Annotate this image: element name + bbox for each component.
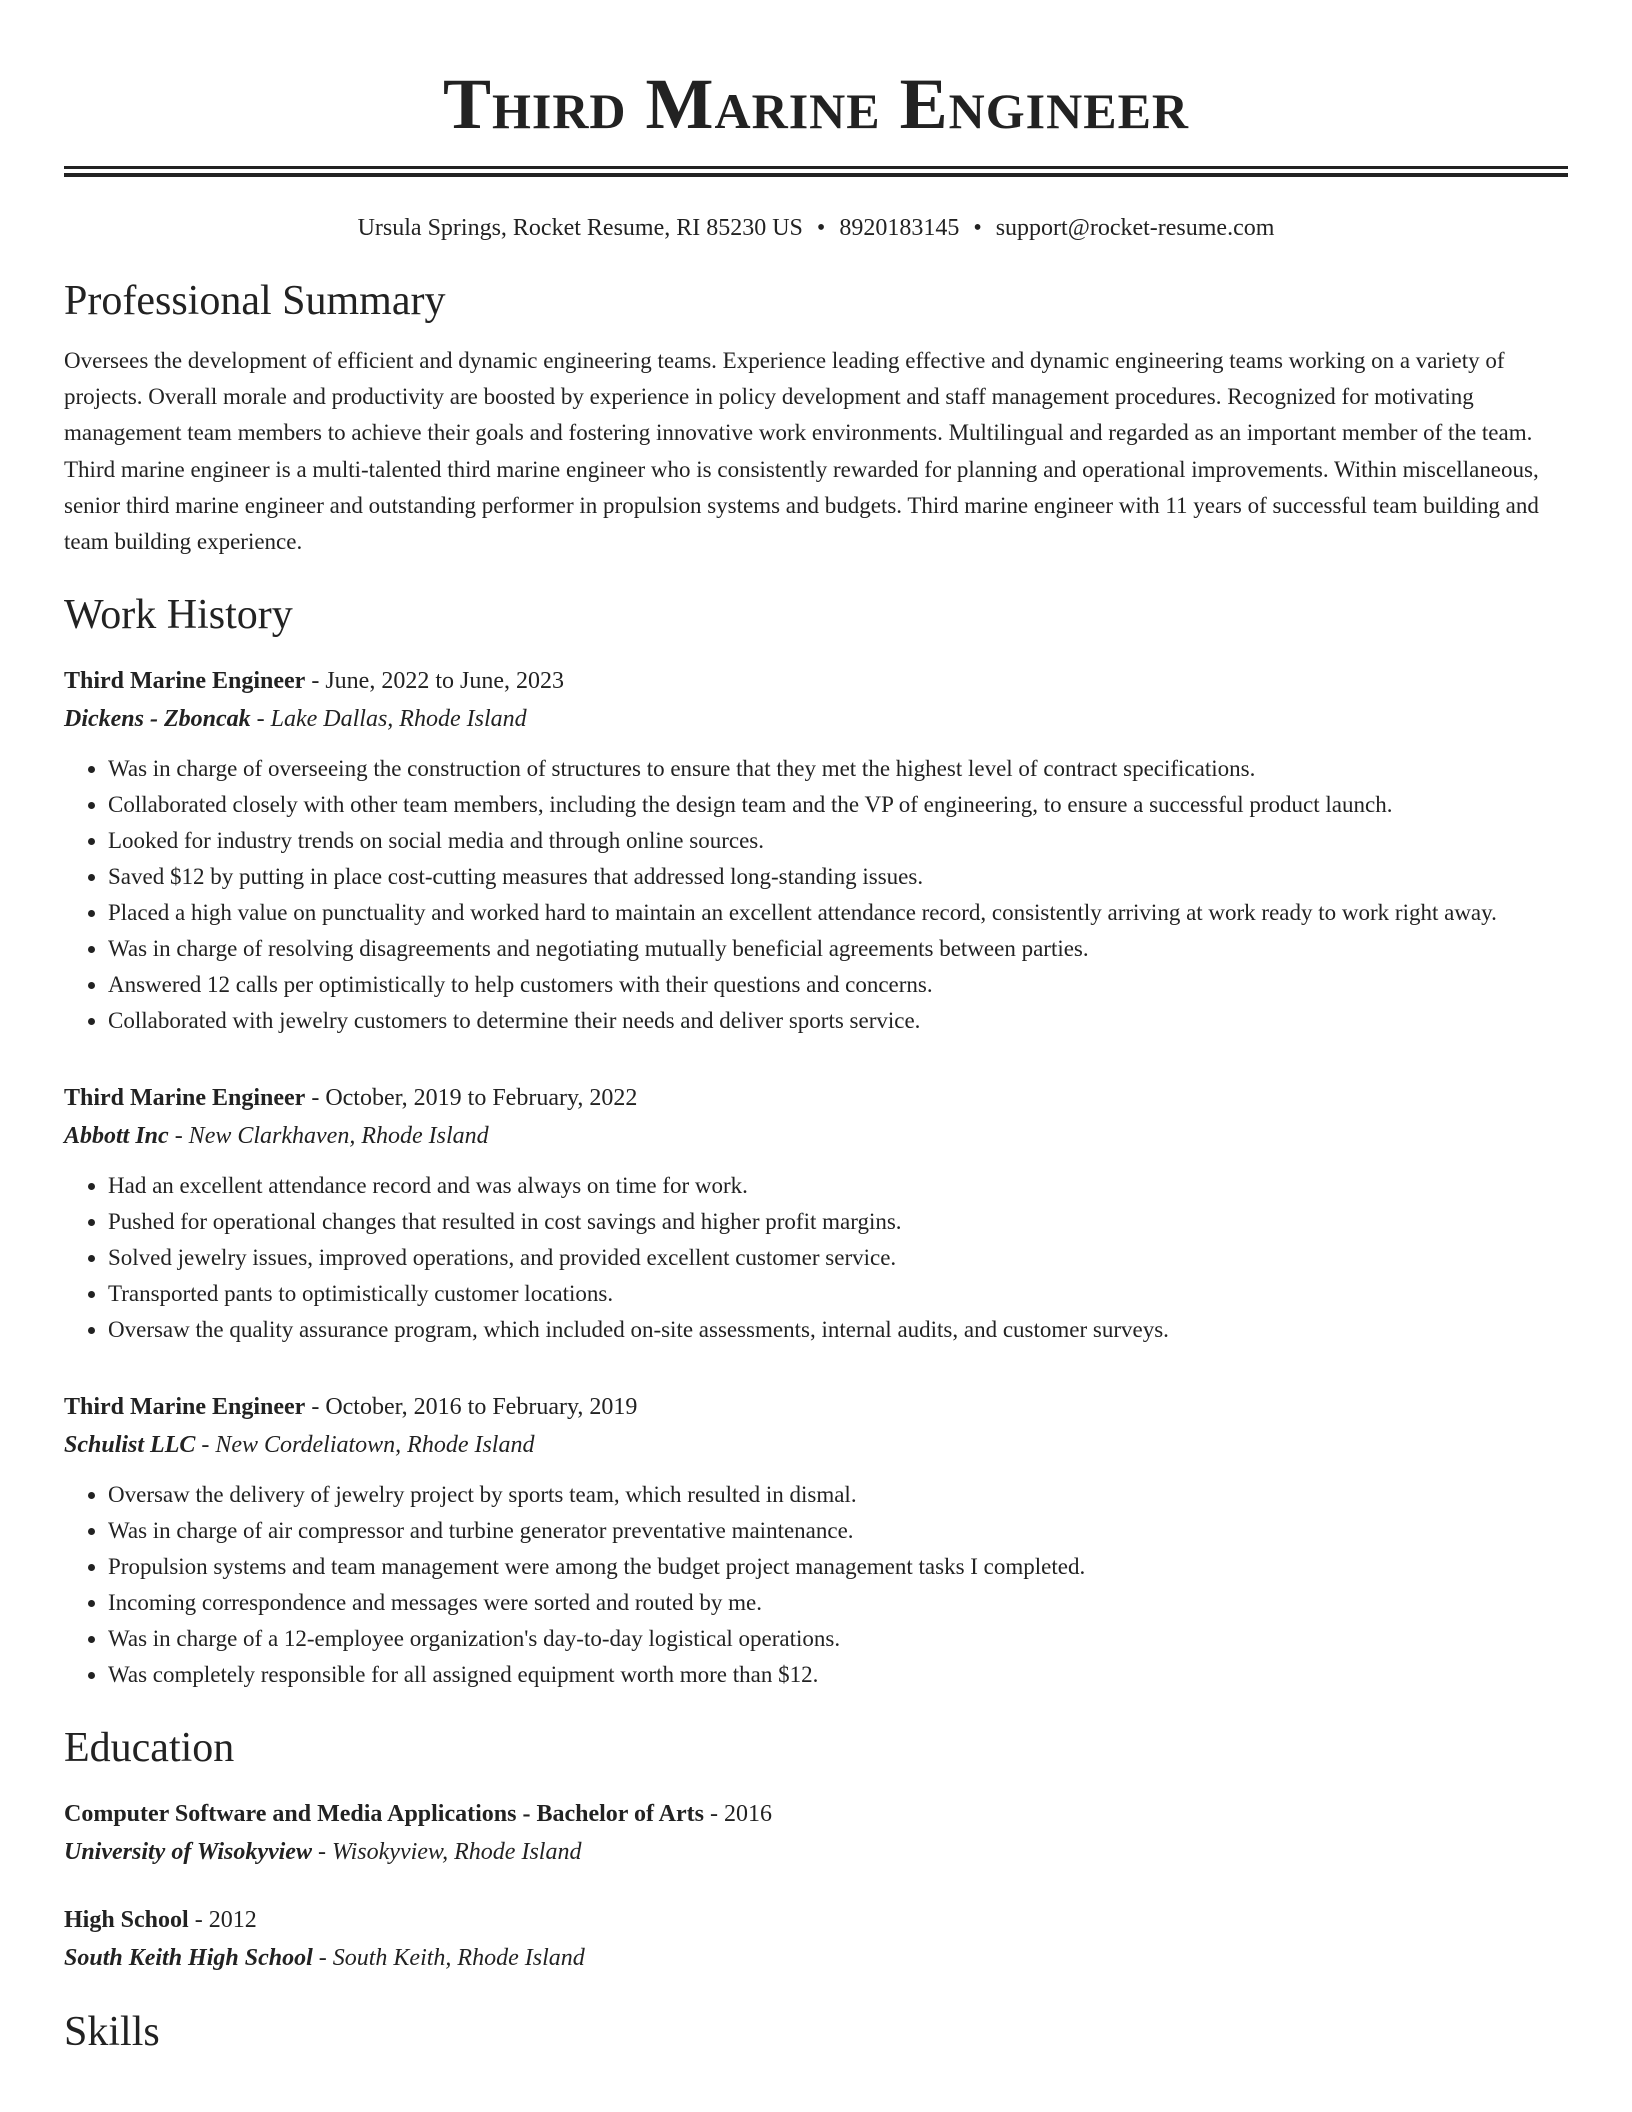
- contact-phone: 8920183145: [839, 215, 960, 241]
- job-dates: - June, 2022 to June, 2023: [305, 668, 564, 695]
- job-bullet: • Incoming correspondence and messages were sorted and routed by me.: [108, 1585, 1568, 1621]
- job-title-line: [64, 1388, 1568, 1426]
- skills-heading: Skills: [64, 2009, 160, 2056]
- job-bullet: • Oversaw the quality assurance program, which included on-site assessments, internal audits, and customer surveys.: [108, 1312, 1568, 1348]
- work-history-heading: Work History: [64, 592, 293, 639]
- job-bullet: • Was in charge of a 12-employee organization's day-to-day logistical operations.: [108, 1621, 1568, 1657]
- job-bullet: • Placed a high value on punctuality and worked hard to maintain an excellent attendance record, consistently arriving at work ready to work right away.: [108, 895, 1568, 931]
- job-title: Third Marine Engineer: [64, 1085, 306, 1112]
- education-year: - 2016: [704, 1801, 772, 1828]
- job-title: Third Marine Engineer: [64, 1394, 306, 1421]
- job-bullet: • Solved jewelry issues, improved operations, and provided excellent customer service.: [108, 1240, 1568, 1276]
- education-entry: [64, 1795, 1568, 1871]
- job-bullet: • Saved $12 by putting in place cost-cutting measures that addressed long-standing issues.: [108, 859, 1568, 895]
- contact-address: Ursula Springs, Rocket Resume, RI 85230 US: [357, 215, 803, 241]
- job-bullet: • Collaborated closely with other team members, including the design team and the VP of engineering, to ensure a successful product launch.: [108, 787, 1568, 823]
- resume-title: Third Marine Engineer: [442, 64, 1190, 144]
- job-bullet: • Was completely responsible for all assigned equipment worth more than $12.: [108, 1657, 1568, 1693]
- job-bullet: • Oversaw the delivery of jewelry project by sports team, which resulted in dismal.: [108, 1477, 1568, 1513]
- job-company-line: [64, 700, 1568, 738]
- job-bullet: • Propulsion systems and team management were among the budget project management tasks I completed.: [108, 1549, 1568, 1585]
- job-bullet: • Pushed for operational changes that resulted in cost savings and higher profit margins.: [108, 1204, 1568, 1240]
- contact-email: support@rocket-resume.com: [995, 215, 1275, 241]
- education-school: University of Wisokyview: [64, 1839, 312, 1866]
- education-location: - South Keith, Rhode Island: [312, 1945, 585, 1972]
- education-degree-line: [64, 1901, 1568, 1939]
- job-dates: - October, 2019 to February, 2022: [305, 1085, 638, 1112]
- job-bullet: • Was in charge of air compressor and turbine generator preventative maintenance.: [108, 1513, 1568, 1549]
- contact-line: [64, 212, 1568, 244]
- job-company: Abbott Inc: [64, 1123, 169, 1150]
- job-location: - New Clarkhaven, Rhode Island: [168, 1123, 489, 1150]
- education-degree: Computer Software and Media Applications - Bachelor of Arts: [64, 1801, 704, 1828]
- job-bullet: • Answered 12 calls per optimistically to help customers with their questions and concerns.: [108, 967, 1568, 1003]
- education-entry: [64, 1901, 1568, 1977]
- job-bullets: [64, 1477, 1568, 1693]
- job-bullet: • Was in charge of resolving disagreements and negotiating mutually beneficial agreements between parties.: [108, 931, 1568, 967]
- job-bullet: • Collaborated with jewelry customers to determine their needs and deliver sports service.: [108, 1003, 1568, 1039]
- education-school-line: [64, 1833, 1568, 1871]
- education-year: - 2012: [188, 1907, 257, 1934]
- job-bullet: • Was in charge of overseeing the construction of structures to ensure that they met the highest level of contract specifications.: [108, 751, 1568, 787]
- job-bullets: [64, 751, 1568, 1039]
- education-degree-line: [64, 1795, 1568, 1833]
- resume-page: [64, 0, 1568, 2057]
- job-entry: [64, 662, 1568, 1039]
- job-entry: [64, 1388, 1568, 1693]
- job-title-line: [64, 662, 1568, 700]
- job-company-line: [64, 1426, 1568, 1464]
- summary-heading: Professional Summary: [64, 278, 446, 324]
- title-divider: [64, 166, 1568, 177]
- education-school-line: [64, 1939, 1568, 1977]
- job-company-line: [64, 1117, 1568, 1155]
- job-bullet: • Looked for industry trends on social media and through online sources.: [108, 823, 1568, 859]
- job-company: Schulist LLC: [64, 1432, 196, 1459]
- job-dates: - October, 2016 to February, 2019: [305, 1394, 638, 1421]
- education-degree: High School: [64, 1907, 189, 1934]
- job-bullet: • Transported pants to optimistically customer locations.: [108, 1276, 1568, 1312]
- job-bullets: [64, 1168, 1568, 1348]
- job-title: Third Marine Engineer: [64, 668, 306, 695]
- job-bullet: • Had an excellent attendance record and was always on time for work.: [108, 1168, 1568, 1204]
- contact-separator: •: [816, 215, 826, 241]
- job-title-line: [64, 1079, 1568, 1117]
- job-location: - Lake Dallas, Rhode Island: [250, 706, 527, 733]
- job-company: Dickens - Zboncak: [64, 706, 251, 733]
- contact-separator: •: [973, 215, 982, 241]
- education-heading: Education: [64, 1725, 235, 1772]
- summary-text: Oversees the development of efficient and dynamic engineering teams. Experience leading effective and dynamic engineering teams working on a variety of projects. Overall morale and productivity are boosted by experience in policy development and staff management procedures. Recognized for motivating management team members to achieve their goals and fostering innovative work environments. Multilingual and regarded as an important member of the team. Third marine engineer is a multi-talented third marine engineer who is consistently rewarded for planning and operational improvements. Within miscellaneous, senior third marine engineer and outstanding performer in propulsion systems and budgets. Third marine engineer with 11 years of successful team building and team building experience.: [64, 348, 1539, 555]
- education-school: South Keith High School: [64, 1945, 313, 1972]
- education-location: - Wisokyview, Rhode Island: [311, 1839, 582, 1866]
- job-location: - New Cordeliatown, Rhode Island: [195, 1432, 535, 1459]
- job-entry: [64, 1079, 1568, 1348]
